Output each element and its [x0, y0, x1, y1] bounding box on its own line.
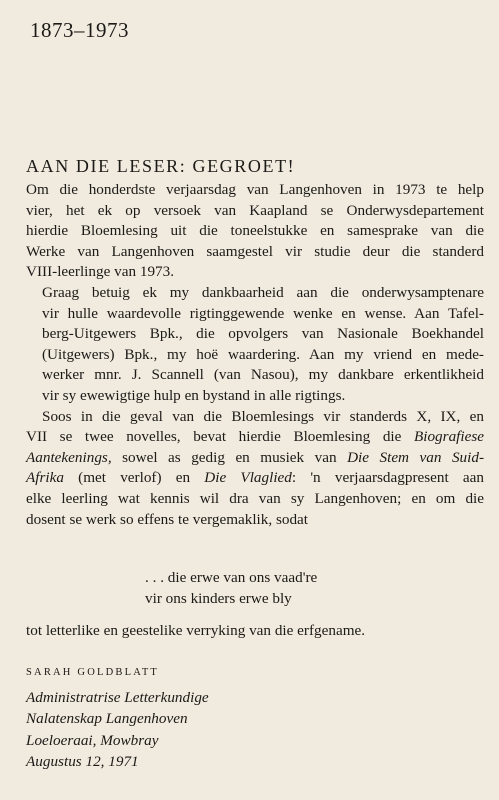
- italic-title: Die Stem van Suid-: [347, 448, 485, 466]
- text-line: vier, het ek op versoek van Kaapland se Onderwysdepartement: [26, 201, 484, 219]
- year-range-header: 1873–1973: [30, 18, 129, 42]
- text-line: vir hulle waardevolle rigtinggewende wenke en wense. Aan Tafel-: [42, 304, 484, 322]
- author-name: SARAH GOLDBLATT: [26, 667, 160, 678]
- italic-title: Afrika: [26, 469, 64, 487]
- quote-line-1: . . . die erwe van ons vaad're: [145, 569, 318, 586]
- italic-title: Biografiese: [413, 428, 484, 446]
- text-line: elke leerling wat kennis wil dra van sy Langenhoven; en om die: [26, 489, 484, 507]
- text-line: [26, 427, 484, 448]
- text-line: berg-Uitgewers Bpk., die opvolgers van Nasionale Boekhandel: [42, 325, 484, 343]
- closing-line: tot letterlike en geestelike verryking van die erfgename.: [26, 622, 366, 639]
- text-run: VII se twee novelles, bevat hierdie Bloemlesing die: [26, 428, 414, 446]
- text-line: werker mnr. J. Scannell (van Nasou), my dankbare erkentlikheid: [42, 366, 484, 384]
- author-title: Administratrise Letterkundige: [26, 688, 209, 706]
- quote-line-2: vir ons kinders erwe bly: [145, 590, 292, 607]
- paragraph-1: [26, 180, 484, 283]
- paragraph-3: [26, 407, 484, 531]
- verse-quote: [145, 567, 317, 609]
- text-line: (Uitgewers) Bpk., my hoë waardering. Aan my vriend en mede-: [42, 345, 484, 363]
- text-line: VIII-leerlinge van 1973.: [26, 263, 175, 281]
- text-run: (met verlof) en: [63, 469, 205, 487]
- italic-title: Die Vlaglied: [204, 469, 292, 487]
- signature-date: Augustus 12, 1971: [26, 753, 139, 770]
- body-text: [26, 180, 484, 530]
- paragraph-2: [26, 283, 484, 407]
- text-line: Graag betuig ek my dankbaarheid aan die onderwysamptenare: [42, 283, 484, 301]
- text-line: [26, 468, 484, 489]
- text-line: hierdie Bloemlesing uit die toneelstukke en samesprake van die: [26, 222, 484, 240]
- text-run: : 'n verjaarsdagpresent aan: [291, 469, 484, 487]
- author-organization: Nalatenskap Langenhoven: [26, 710, 188, 727]
- text-line: [26, 448, 484, 469]
- text-line: Werke van Langenhoven saamgestel vir studie deur die standerd: [26, 242, 484, 260]
- text-line: vir sy ewewigtige hulp en bystand in alle rigtings.: [42, 386, 346, 404]
- author-place: Loeloeraai, Mowbray: [26, 731, 159, 749]
- text-line: Om die honderdste verjaarsdag van Langenhoven in 1973 te help: [26, 181, 484, 198]
- text-run: sowel as gedig en musiek van: [111, 448, 348, 466]
- italic-title: Aantekenings,: [26, 448, 112, 466]
- text-line: dosent se werk so effens te vergemaklik, sodat: [26, 510, 309, 528]
- section-heading: AAN DIE LESER: GEGROET!: [26, 156, 296, 176]
- text-line: Soos in die geval van die Bloemlesings vir standerds X, IX, en: [42, 407, 484, 425]
- signature-block: [26, 662, 209, 773]
